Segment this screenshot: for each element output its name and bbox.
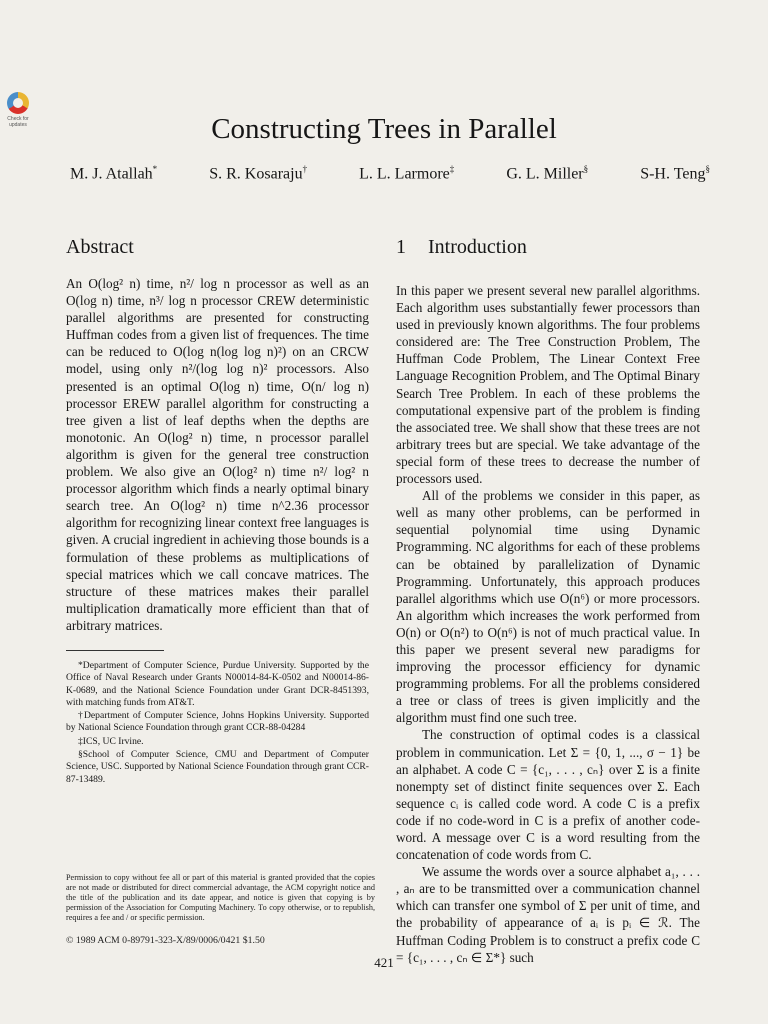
footnote: *Department of Computer Science, Purdue University. Supported by the Office of Naval Research under Grants N00014-84-K-0502 and N00014-86-K-0689, and the National Science Foundation under Grant DCR-8451393, with matching funds from AT&T. <box>66 659 369 708</box>
copyright-line: © 1989 ACM 0-89791-323-X/89/0006/0421 $1.50 <box>66 935 265 946</box>
author-list <box>70 164 710 183</box>
crossmark-icon <box>7 92 29 114</box>
author: S-H. Teng§ <box>640 164 710 183</box>
footnote: §School of Computer Science, CMU and Department of Computer Science, USC. Supported by National Science Foundation through grant CCR-87-13489. <box>66 749 369 785</box>
permission-notice: Permission to copy without fee all or part of this material is granted provided that the copies are not made or distributed for direct commercial advantage, the ACM copyright notice and the title of the publication and its date appear, and notice is given that copying is by permission of the Association for Computing Machinery. To copy otherwise, or to republish, requires a fee and / or specific permission. <box>66 873 375 923</box>
badge-label: Check for updates <box>7 116 29 128</box>
abstract-heading: Abstract <box>66 236 134 258</box>
author: G. L. Miller§ <box>506 164 589 183</box>
paper-title: Constructing Trees in Parallel <box>211 113 557 145</box>
left-column <box>66 236 369 787</box>
author: L. L. Larmore‡ <box>359 164 455 183</box>
author: M. J. Atallah* <box>70 164 158 183</box>
author: S. R. Kosaraju† <box>209 164 308 183</box>
intro-paragraph: We assume the words over a source alphabet a₁, . . . , aₙ are to be transmitted over a communication channel which can transfer one symbol of Σ per unit of time, and the probability of appearance of aᵢ is pᵢ ∈ ℛ. The Huffman Coding Problem is to construct a prefix code C = {c₁, . . . , cₙ ∈ Σ*} such <box>396 864 700 965</box>
intro-paragraph: The construction of optimal codes is a classical problem in communication. Let Σ = {0, 1, ..., σ − 1} be an alphabet. A code C = {c₁, . . . , cₙ} over Σ is a finite nonempty set of distinct finite sequences over Σ. Each sequence cᵢ is called code word. A code C is a prefix code if no code-word in C is a prefix of another code-word. A message over C is a word resulting from the concatenation of code words from C. <box>396 727 700 863</box>
abstract-text: An O(log² n) time, n²/ log n processor as well as an O(log n) time, n³/ log n processor CREW deterministic parallel algorithms are presented for constructing Huffman codes from a given list of frequences. The time can be reduced to O(log n(log log n)²) on an CRCW model, using only n²/(log log n)² processors. Also presented is an optimal O(log n) time, O(n/ log n) processor EREW parallel algorithm for constructing a tree given a list of leaf depths when the depths are monotonic. An O(log² n) time, n processor parallel algorithm is given for the general tree construction problem. We also give an O(log² n) time n²/ log² n processor algorithm which finds a nearly optimal binary search tree. An O(log² n) time n^2.36 processor algorithm for recognizing linear context free languages is given. A crucial ingredient in achieving those bounds is a formulation of these problems as multiplications of special matrices which we call concave matrices. The structure of these matrices makes their parallel multiplication dramatically more efficient than that of arbitrary matrices. <box>66 276 369 633</box>
right-column <box>396 236 700 966</box>
section-number: 1 <box>396 236 406 258</box>
intro-paragraph: In this paper we present several new parallel algorithms. Each algorithm uses substantially fewer processors than used in previously known algorithms. The four problems considered are: The Tree Construction Problem, The Huffman Code Problem, The Linear Context Free Language Recognition Problem, and The Optimal Binary Search Tree Problem. In each of these problems the computational expensive part of the problem is finding the associated tree. We shall show that these trees are not arbitrary trees but are special. We take advantage of the special form of these trees to decrease the number of processors used. <box>396 283 700 487</box>
footnote-rule <box>66 650 164 651</box>
intro-paragraph: All of the problems we consider in this paper, as well as many other problems, can be performed in sequential polynomial time using Dynamic Programming. NC algorithms for each of these problems can be obtained by parallelization of Dynamic Programming. Unfortunately, this approach produces parallel algorithms which use O(n⁶) or more processors. An algorithm which increases the work performed from O(n) or O(n²) to O(n⁶) is not of much practical value. In this paper we present several new paradigms for improving the processor efficiency for dynamic programming problems. For all the problems considered a tree or class of trees is given implicitly and the algorithm must find one such tree. <box>396 488 700 726</box>
footnote: ‡ICS, UC Irvine. <box>78 735 144 747</box>
page-number: 421 <box>374 955 394 970</box>
footnote: †Department of Computer Science, Johns Hopkins University. Supported by National Science Foundation through grant CCR-88-04284 <box>66 710 369 734</box>
section-heading <box>396 236 700 259</box>
section-title: Introduction <box>428 236 527 258</box>
